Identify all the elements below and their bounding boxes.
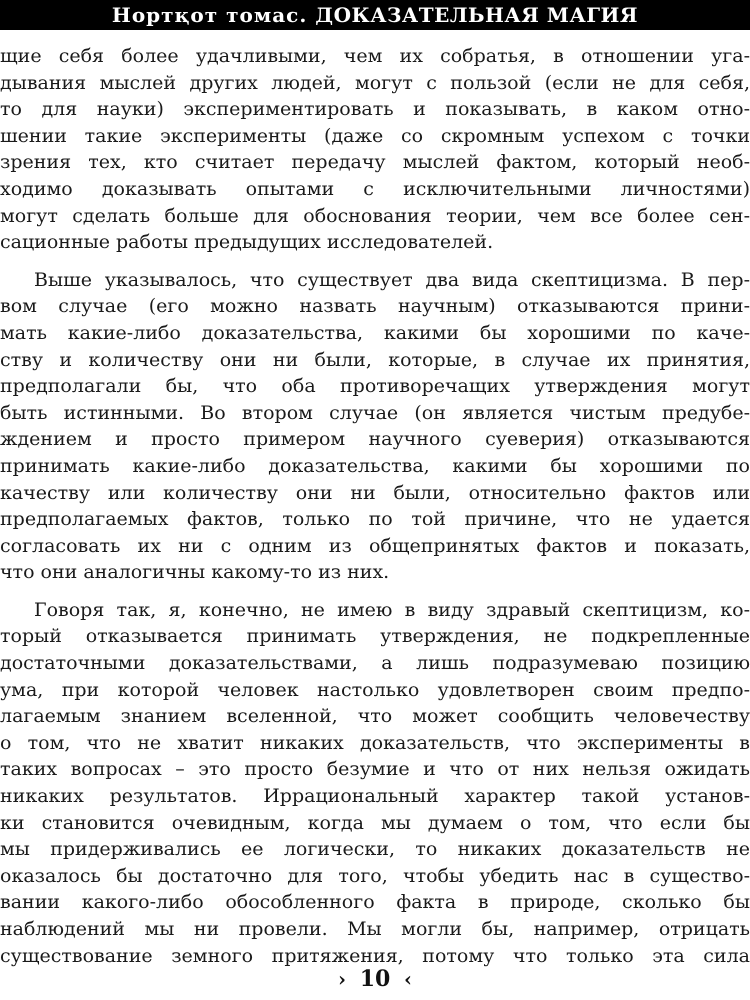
text-line: сационные работы предыдущих исследователей. — [0, 231, 494, 254]
left-chevron-ornament: › — [338, 967, 347, 991]
text-line: никаких результатов. Иррациональный характер такой установ- — [0, 785, 750, 808]
paragraph-2 — [0, 267, 750, 586]
page-footer — [0, 966, 750, 992]
text-line: могут сделать больше для обоснования теории, чем все более сен- — [0, 204, 750, 227]
text-line: ждением и просто примером научного суеверия) отказываются — [0, 428, 750, 451]
text-line: мать какие-либо доказательства, какими бы хорошими по каче- — [0, 321, 750, 344]
text-line: о том, что не хватит никаких доказательств, что эксперименты в — [0, 731, 750, 754]
text-line: вании какого-либо обособленного факта в природе, сколько бы — [0, 891, 750, 914]
text-line: предполагаемых фактов, только по той причине, что не удается — [0, 508, 750, 531]
text-line: предполагали бы, что оба противоречащих утверждения могут — [0, 375, 750, 398]
text-line: что они аналогичны какому-то из них. — [0, 561, 390, 584]
text-line: зрения тех, кто считает передачу мыслей фактом, который необ- — [0, 151, 750, 174]
text-line: достаточными доказательствами, а лишь подразумеваю позицию — [0, 652, 750, 675]
text-line: таких вопросах – это просто безумие и что от них нельзя ожидать — [0, 758, 750, 781]
text-line: то для науки) экспериментировать и показывать, в каком отно- — [0, 98, 750, 121]
page-body — [0, 43, 750, 980]
right-chevron-ornament: ‹ — [403, 967, 412, 991]
text-line: быть истинными. Во втором случае (он является чистым предубе- — [0, 401, 750, 424]
text-line: ки становится очевидным, когда мы думаем о том, что если бы — [0, 811, 750, 834]
text-line: существование земного притяжения, потому что только эта сила — [0, 944, 750, 967]
text-line: вом случае (его можно назвать научным) отказываются прини- — [0, 295, 750, 318]
text-line: ходимо доказывать опытами с исключительными личностями) — [0, 177, 750, 200]
header-title: ДОКАЗАТЕЛЬНАЯ МАГИЯ — [315, 3, 639, 27]
text-line: лагаемым знанием вселенной, что может сообщить человечеству — [0, 705, 750, 728]
text-line: принимать какие-либо доказательства, какими бы хорошими по — [0, 454, 750, 477]
text-line: оказалось бы достаточно для того, чтобы убедить нас в существо- — [0, 864, 750, 887]
running-header — [0, 0, 750, 30]
header-author: Нортқот томас. — [111, 3, 308, 27]
text-line: щие себя более удачливыми, чем их собратья, в отношении уга- — [0, 45, 750, 67]
text-line: торый отказывается принимать утверждения, не подкрепленные — [0, 625, 750, 648]
text-line: ума, при которой человек настолько удовлетворен своим предпо- — [0, 678, 750, 701]
text-line: дывания мыслей других людей, могут с пользой (если не для себя, — [0, 71, 750, 94]
text-line: шении такие эксперименты (даже со скромным успехом с точки — [0, 124, 750, 147]
text-line: Говоря так, я, конечно, не имею в виду здравый скептицизм, ко- — [34, 598, 750, 621]
paragraph-1 — [0, 43, 750, 256]
paragraph-3 — [0, 597, 750, 969]
text-line: ству и количеству они ни были, которые, в случае их принятия, — [0, 348, 750, 371]
text-line: Выше указывалось, что существует два вида скептицизма. В пер- — [34, 268, 750, 291]
page-number: 10 — [359, 966, 391, 992]
text-line: согласовать их ни с одним из общепринятых фактов и показать, — [0, 534, 750, 557]
text-line: мы придерживались ее логически, то никаких доказательств не — [0, 838, 750, 861]
text-line: качеству или количеству они ни были, относительно фактов или — [0, 481, 750, 504]
text-line: наблюдений мы ни провели. Мы могли бы, например, отрицать — [0, 918, 750, 940]
